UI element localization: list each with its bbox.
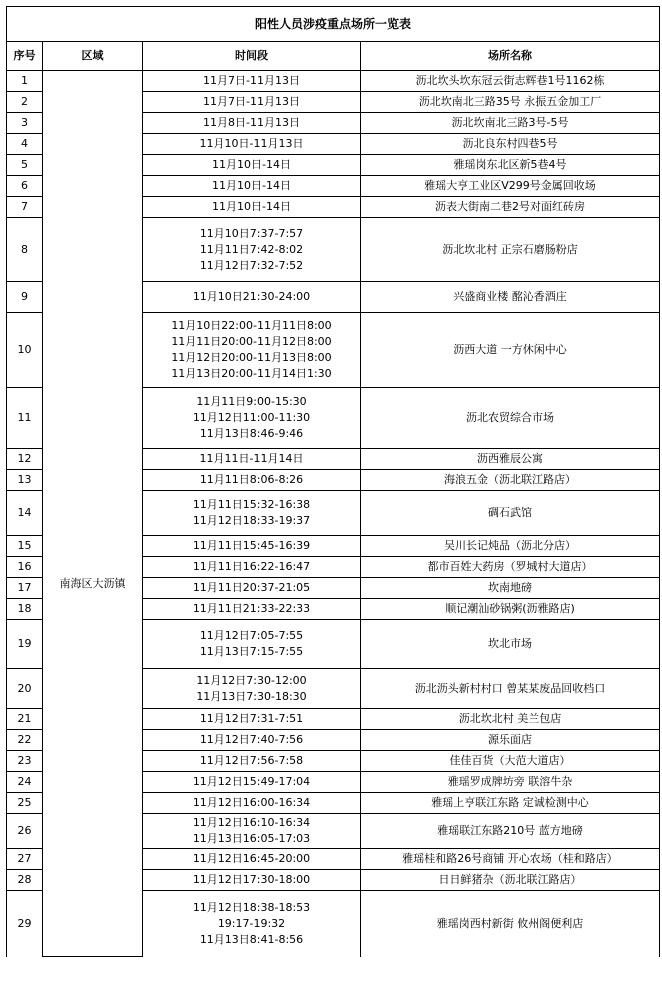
cell-time	[143, 772, 361, 793]
cell-no: 12	[7, 449, 43, 470]
cell-place: 兴盛商业楼 酩沁香酒庄	[361, 282, 660, 313]
cell-time	[143, 751, 361, 772]
time-line: 11月11日-11月14日	[199, 452, 304, 465]
cell-place: 坎南地磅	[361, 578, 660, 599]
cell-no: 15	[7, 536, 43, 557]
time-line: 11月10日22:00-11月11日8:00	[171, 319, 332, 332]
time-line: 11月13日7:30-18:30	[196, 689, 307, 703]
cell-time	[143, 730, 361, 751]
cell-no: 21	[7, 709, 43, 730]
cell-time	[143, 155, 361, 176]
cell-no: 19	[7, 620, 43, 669]
cell-time	[143, 599, 361, 620]
cell-place: 日日鲜猪杂（沥北联江路店）	[361, 870, 660, 891]
cell-time	[143, 578, 361, 599]
cell-time	[143, 92, 361, 113]
time-line: 11月11日21:33-22:33	[192, 602, 311, 615]
cell-place: 源乐面店	[361, 730, 660, 751]
cell-no: 29	[7, 891, 43, 957]
time-line: 11月11日20:37-21:05	[192, 581, 311, 594]
time-line: 11月10日7:37-7:57	[199, 226, 304, 240]
cell-place: 沥北坎南北三路35号 永振五金加工厂	[361, 92, 660, 113]
cell-no: 4	[7, 134, 43, 155]
cell-place: 碉石武馆	[361, 491, 660, 536]
time-line: 11月11日15:45-16:39	[192, 539, 311, 552]
cell-place: 沥北良东村四巷5号	[361, 134, 660, 155]
time-line: 11月13日8:46-9:46	[199, 427, 304, 440]
cell-place: 沥北沥头新村村口 曾某某废品回收档口	[361, 669, 660, 709]
cell-no: 11	[7, 388, 43, 449]
cell-time	[143, 449, 361, 470]
cell-time	[143, 849, 361, 870]
cell-place: 雅瑶岗西村新街 攸州阁便利店	[361, 891, 660, 957]
cell-time	[143, 71, 361, 92]
cell-time	[143, 313, 361, 388]
cell-time	[143, 470, 361, 491]
cell-place: 佳佳百货（大范大道店）	[361, 751, 660, 772]
table-title: 阳性人员涉疫重点场所一览表	[7, 7, 660, 42]
cell-no: 24	[7, 772, 43, 793]
cell-region: 南海区大沥镇	[43, 71, 143, 957]
cell-time	[143, 536, 361, 557]
cell-place: 雅瑶联江东路210号 蓝方地磅	[361, 814, 660, 849]
cell-no: 26	[7, 814, 43, 849]
time-line: 11月12日11:00-11:30	[192, 411, 311, 424]
time-line: 11月7日-11月13日	[203, 95, 300, 108]
cell-time	[143, 282, 361, 313]
time-line: 11月10日-14日	[212, 200, 291, 213]
cell-time	[143, 197, 361, 218]
cell-time	[143, 134, 361, 155]
time-line: 11月13日16:05-17:03	[192, 832, 311, 845]
cell-no: 17	[7, 578, 43, 599]
time-line: 11月10日21:30-24:00	[192, 290, 311, 303]
cell-no: 8	[7, 218, 43, 282]
cell-time	[143, 218, 361, 282]
time-line: 11月10日-14日	[212, 158, 291, 171]
time-line: 11月11日20:00-11月12日8:00	[171, 335, 332, 348]
cell-time	[143, 891, 361, 957]
cell-no: 14	[7, 491, 43, 536]
cell-place: 沥西雅辰公寓	[361, 449, 660, 470]
key-places-table	[6, 6, 660, 957]
time-line: 11月12日7:05-7:55	[199, 629, 304, 642]
cell-place: 坎北市场	[361, 620, 660, 669]
cell-no: 20	[7, 669, 43, 709]
cell-no: 16	[7, 557, 43, 578]
time-line: 11月12日7:56-7:58	[199, 754, 304, 767]
cell-time	[143, 870, 361, 891]
time-line: 11月10日-11月13日	[199, 137, 304, 150]
header-no: 序号	[7, 42, 43, 71]
cell-no: 13	[7, 470, 43, 491]
cell-no: 3	[7, 113, 43, 134]
time-line: 11月11日16:22-16:47	[192, 560, 311, 573]
cell-place: 雅瑶罗成牌坊旁 联溶牛杂	[361, 772, 660, 793]
cell-no: 22	[7, 730, 43, 751]
cell-no: 10	[7, 313, 43, 388]
cell-no: 25	[7, 793, 43, 814]
cell-place: 雅瑶桂和路26号商铺 开心农场（桂和路店）	[361, 849, 660, 870]
cell-time	[143, 176, 361, 197]
time-line: 11月13日7:15-7:55	[199, 645, 304, 658]
time-line: 11月12日7:40-7:56	[199, 733, 304, 746]
cell-place: 沥北农贸综合市场	[361, 388, 660, 449]
time-line: 11月11日7:42-8:02	[199, 242, 304, 256]
time-line: 11月12日16:45-20:00	[192, 852, 311, 865]
cell-place: 顺记潮汕砂锅粥(沥雅路店)	[361, 599, 660, 620]
time-line: 11月12日16:00-16:34	[192, 796, 311, 809]
cell-no: 7	[7, 197, 43, 218]
time-line: 11月12日7:31-7:51	[199, 712, 304, 725]
cell-place: 沥北坎北村 美兰包店	[361, 709, 660, 730]
cell-time	[143, 557, 361, 578]
cell-no: 28	[7, 870, 43, 891]
cell-time	[143, 709, 361, 730]
cell-place: 雅瑶岗东北区新5巷4号	[361, 155, 660, 176]
cell-place: 沥西大道 一方休闲中心	[361, 313, 660, 388]
time-line: 11月12日7:30-12:00	[196, 673, 307, 687]
cell-no: 2	[7, 92, 43, 113]
cell-time	[143, 491, 361, 536]
time-line: 11月13日8:41-8:56	[199, 932, 304, 946]
cell-time	[143, 620, 361, 669]
time-line: 11月12日7:32-7:52	[199, 258, 304, 272]
time-line: 11月11日8:06-8:26	[199, 473, 304, 486]
time-line: 11月12日20:00-11月13日8:00	[171, 351, 332, 364]
cell-place: 沥北坎头坎东冠云街志辉巷1号1162栋	[361, 71, 660, 92]
time-line: 11月12日16:10-16:34	[192, 816, 311, 829]
cell-place: 沥北坎北村 正宗石磨肠粉店	[361, 218, 660, 282]
time-line: 19:17-19:32	[217, 916, 286, 930]
cell-place: 吴川长记炖品（沥北分店）	[361, 536, 660, 557]
cell-place: 沥北坎南北三路3号-5号	[361, 113, 660, 134]
time-line: 11月12日17:30-18:00	[192, 873, 311, 886]
cell-time	[143, 814, 361, 849]
header-place: 场所名称	[361, 42, 660, 71]
time-line: 11月11日15:32-16:38	[192, 498, 311, 511]
cell-no: 9	[7, 282, 43, 313]
time-line: 11月8日-11月13日	[203, 116, 300, 129]
cell-time	[143, 388, 361, 449]
time-line: 11月12日18:33-19:37	[192, 514, 311, 527]
cell-place: 海浪五金（沥北联江路店）	[361, 470, 660, 491]
header-region: 区域	[43, 42, 143, 71]
time-line: 11月13日20:00-11月14日1:30	[171, 367, 332, 380]
header-time: 时间段	[143, 42, 361, 71]
table-row	[7, 71, 660, 92]
time-line: 11月12日15:49-17:04	[192, 775, 311, 788]
cell-no: 18	[7, 599, 43, 620]
cell-no: 6	[7, 176, 43, 197]
cell-no: 27	[7, 849, 43, 870]
table-body	[7, 71, 660, 957]
cell-place: 雅瑶大亨工业区V299号金属回收场	[361, 176, 660, 197]
cell-time	[143, 113, 361, 134]
cell-no: 23	[7, 751, 43, 772]
cell-no: 5	[7, 155, 43, 176]
time-line: 11月12日18:38-18:53	[192, 900, 311, 914]
cell-no: 1	[7, 71, 43, 92]
time-line: 11月10日-14日	[212, 179, 291, 192]
cell-time	[143, 669, 361, 709]
cell-time	[143, 793, 361, 814]
time-line: 11月11日9:00-15:30	[196, 395, 307, 408]
cell-place: 都市百姓大药房（罗城村大道店）	[361, 557, 660, 578]
cell-place: 雅瑶上亨联江东路 定诚检测中心	[361, 793, 660, 814]
time-line: 11月7日-11月13日	[203, 74, 300, 87]
cell-place: 沥表大街南二巷2号对面红砖房	[361, 197, 660, 218]
